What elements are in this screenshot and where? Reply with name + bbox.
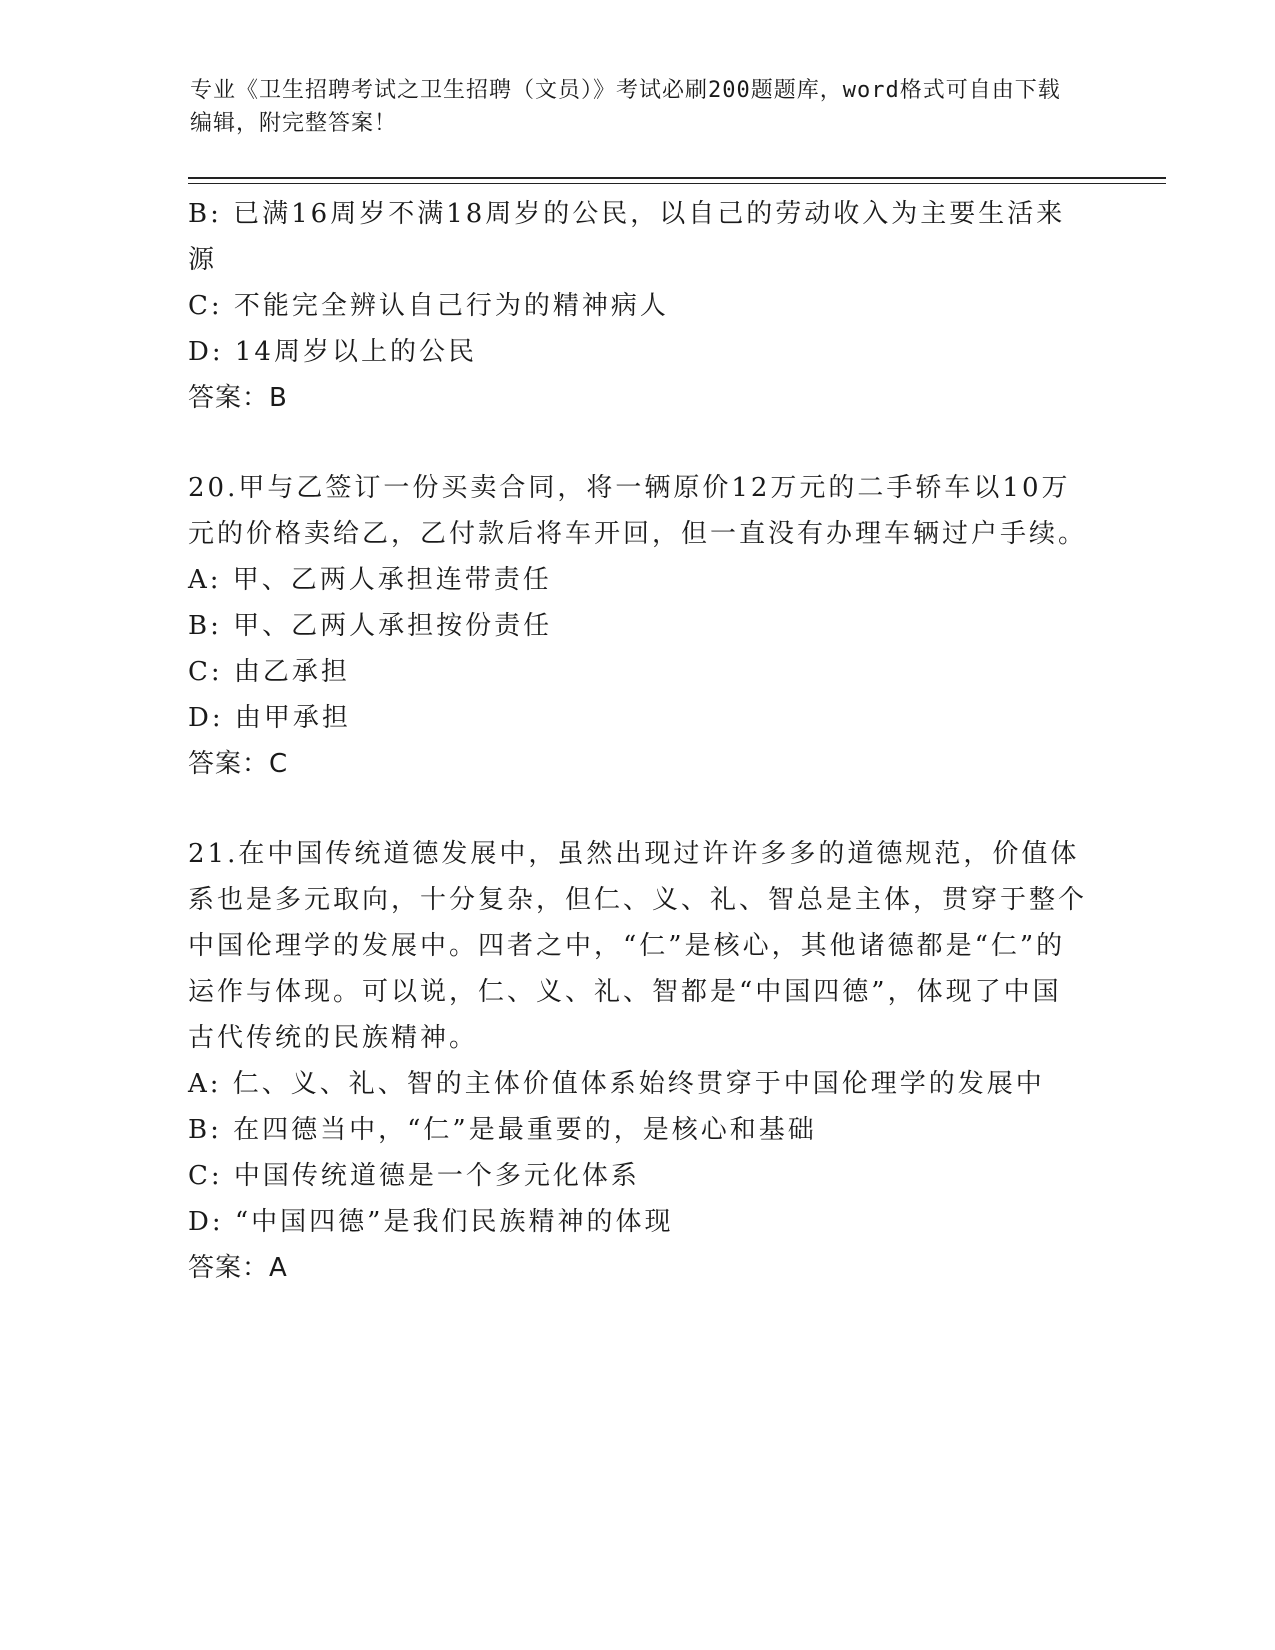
q20-option-c: C: 由乙承担 <box>188 657 350 687</box>
question-content <box>188 191 1088 1291</box>
q21-option-b: B: 在四德当中，“仁”是最重要的，是核心和基础 <box>188 1115 817 1145</box>
q20-answer: 答案：C <box>188 749 289 779</box>
q20-option-b: B: 甲、乙两人承担按份责任 <box>188 611 553 641</box>
q20-stem: 20.甲与乙签订一份买卖合同，将一辆原价12万元的二手轿车以10万元的价格卖给乙，乙付款后将车开回，但一直没有办理车辆过户手续。 <box>188 473 1088 549</box>
q19-option-d: D: 14周岁以上的公民 <box>188 337 477 367</box>
document-header: 专业《卫生招聘考试之卫生招聘（文员）》考试必刷200题题库，word格式可自由下载编辑，附完整答案！ <box>190 78 1061 136</box>
header-rule-thick <box>188 177 1166 179</box>
q21-option-a: A: 仁、义、礼、智的主体价值体系始终贯穿于中国伦理学的发展中 <box>188 1069 1045 1099</box>
q19-option-c: C: 不能完全辨认自己行为的精神病人 <box>188 291 669 321</box>
q21-option-c: C: 中国传统道德是一个多元化体系 <box>188 1161 640 1191</box>
q20-option-a: A: 甲、乙两人承担连带责任 <box>188 565 552 595</box>
q21-answer: 答案：A <box>188 1253 288 1283</box>
spacer <box>188 421 1088 465</box>
q19-option-b: B: 已满16周岁不满18周岁的公民，以自己的劳动收入为主要生活来源 <box>188 199 1066 275</box>
q21-stem: 21.在中国传统道德发展中，虽然出现过许许多多的道德规范，价值体系也是多元取向，十分复杂，但仁、义、礼、智总是主体，贯穿于整个中国伦理学的发展中。四者之中，“仁”是核心，其他诸德都是“仁”的运作与体现。可以说，仁、义、礼、智都是“中国四德”，体现了中国古代传统的民族精神。 <box>188 839 1088 1053</box>
spacer <box>188 787 1088 831</box>
q19-answer: 答案：B <box>188 383 288 413</box>
q21-option-d: D: “中国四德”是我们民族精神的体现 <box>188 1207 674 1237</box>
header-rule-thin <box>188 183 1166 184</box>
q20-option-d: D: 由甲承担 <box>188 703 351 733</box>
